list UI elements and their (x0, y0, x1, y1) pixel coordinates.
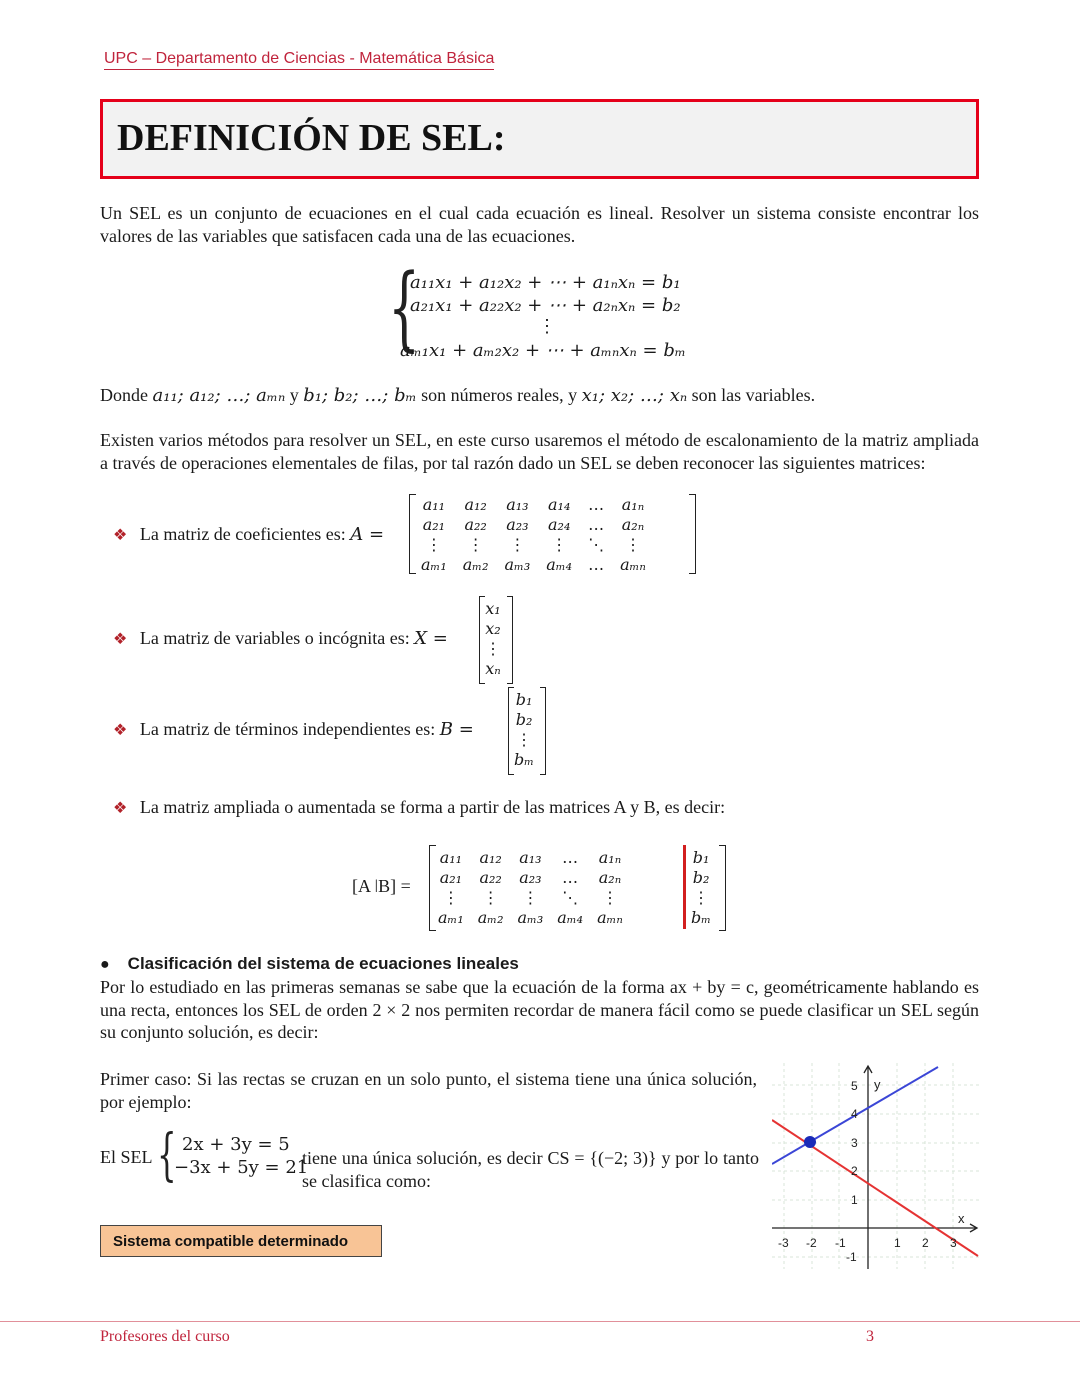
matrix-row (413, 554, 654, 574)
page-number: 3 (866, 1328, 874, 1345)
matrix-row (481, 638, 505, 658)
bullet-coef-symbol: A = (350, 524, 385, 545)
matrix-cell: x₁ (485, 598, 501, 618)
matrix-cell: a₂₄ (547, 514, 571, 534)
y-tick-label: 4 (851, 1107, 858, 1121)
matrix-cell: ⋮ (693, 887, 710, 907)
matrix-cell: aₘₙ (597, 907, 623, 927)
y-tick-label: 3 (851, 1136, 858, 1150)
matrix-cell: xₙ (485, 658, 501, 678)
matrix-cell: ⋮ (467, 534, 484, 554)
matrix-x-table (481, 598, 505, 678)
matrix-cell: bₘ (514, 749, 535, 769)
case1-after-text: tiene una única solución, es decir CS = {(−2; 3)} y por lo tanto se clasifica como: (302, 1148, 759, 1191)
matrix-a-table (413, 494, 654, 574)
donde-suffix: son las variables. (691, 385, 816, 405)
matrix-cell: aₘ₄ (546, 554, 573, 574)
matrix-b-table (510, 689, 538, 769)
footer-left: Profesores del curso (100, 1328, 230, 1345)
donde-line (100, 384, 980, 408)
matrix-cell: ⋮ (624, 534, 641, 554)
matrix-cell: ⋮ (522, 887, 539, 907)
bullet-vars-symbol: X = (414, 628, 448, 649)
page-title: DEFINICIÓN DE SEL: (117, 117, 506, 159)
aug-right-table (687, 847, 715, 927)
matrix-cell: aₘ₂ (462, 554, 489, 574)
matrix-row (431, 887, 630, 907)
classification-badge (100, 1225, 382, 1257)
title-box (100, 99, 979, 179)
bullet-aug (113, 797, 725, 818)
matrix-cell: b₂ (692, 867, 710, 887)
matrix-cell: … (562, 867, 579, 887)
y-tick-label: 5 (851, 1079, 858, 1093)
y-tick-label: -1 (846, 1250, 857, 1264)
matrix-cell: aₘ₁ (421, 554, 447, 574)
matrix-row (481, 598, 505, 618)
sel-label: El SEL (100, 1147, 153, 1167)
matrix-cell: ⋮ (482, 887, 499, 907)
matrix-row (510, 689, 538, 709)
case1-text: Primer caso: Si las rectas se cruzan en un solo punto, el sistema tiene una única solución, por ejemplo: (100, 1069, 757, 1112)
bullet-coef-label: La matriz de coeficientes es: (139, 524, 346, 544)
matrix-cell: aₘ₂ (477, 907, 504, 927)
badge-label: Sistema compatible determinado (113, 1233, 349, 1250)
matrix-cell: aₘ₃ (504, 554, 531, 574)
matrix-cell: aₘ₁ (438, 907, 464, 927)
matrix-cell: a₂₃ (506, 514, 529, 534)
diamond-bullet-icon: ❖ (113, 722, 128, 739)
y-axis-label: y (874, 1077, 881, 1092)
bullet-indep (113, 719, 474, 740)
sel-eq1: 2x + 3y = 5 (182, 1134, 290, 1155)
matrix-row (510, 709, 538, 729)
matrix-cell: ⋮ (425, 534, 442, 554)
matrix-cell: a₁₃ (506, 494, 529, 514)
matrix-row (431, 847, 630, 867)
page-header: UPC – Departamento de Ciencias - Matemática Básica (104, 50, 494, 70)
matrix-row (413, 534, 654, 554)
x-tick-label: -2 (806, 1236, 817, 1250)
graph-grid (772, 1063, 980, 1269)
footer-rule (0, 1321, 1080, 1322)
matrix-cell: x₂ (485, 618, 501, 638)
matrix-cell: a₁₃ (519, 847, 542, 867)
matrix-cell: a₂₂ (479, 867, 502, 887)
matrix-row (431, 907, 630, 927)
matrix-cell: a₂₃ (519, 867, 542, 887)
matrix-cell: bₘ (691, 907, 712, 927)
bullet-coef (113, 524, 384, 545)
sel-brace: { (157, 1123, 177, 1188)
matrix-cell: a₁₂ (464, 494, 487, 514)
donde-coeffs: a₁₁; a₁₂; …; aₘₙ (152, 385, 286, 406)
aug-separator (683, 845, 686, 929)
y-tick-label: 2 (851, 1164, 858, 1178)
intersection-graph (772, 1063, 980, 1269)
bullet-dot-icon: ● (100, 956, 110, 973)
matrix-cell: aₘ₃ (517, 907, 544, 927)
augmented-label: [A ǀB] = (352, 876, 411, 896)
bullet-vars (113, 628, 448, 649)
matrix-a-right-bracket (689, 494, 696, 574)
matrix-row (687, 887, 715, 907)
matrix-cell: a₂ₙ (598, 867, 622, 887)
diamond-bullet-icon: ❖ (113, 800, 128, 817)
x-axis-label: x (958, 1211, 965, 1226)
system-row-4: aₘ₁x₁ + aₘ₂x₂ + ⋯ + aₘₙxₙ = bₘ (400, 340, 686, 361)
matrix-cell: aₘₙ (620, 554, 646, 574)
matrix-row (413, 514, 654, 534)
bullet-vars-label: La matriz de variables o incógnita es: (139, 628, 410, 648)
case1-after (302, 1147, 759, 1192)
bullet-indep-label: La matriz de términos independientes es: (139, 719, 436, 739)
matrix-cell: a₁ₙ (598, 847, 622, 867)
left-brace: { (388, 254, 421, 361)
matrix-cell: a₁₄ (547, 494, 571, 514)
matrix-cell: a₁ₙ (621, 494, 645, 514)
x-tick-label: 3 (950, 1236, 957, 1250)
matrix-row (687, 847, 715, 867)
intro-paragraph: Un SEL es un conjunto de ecuaciones en el cual cada ecuación es lineal. Resolver un sistema consiste encontrar los valores de las variables que satisfacen cada una de las ecuaciones. (100, 203, 979, 246)
bullet-indep-symbol: B = (439, 719, 474, 740)
matrix-row (481, 618, 505, 638)
matrix-cell: b₁ (692, 847, 710, 867)
classification-text: Por lo estudiado en las primeras semanas se sabe que la ecuación de la forma ax + by = c, geométricamente hablando es una recta, entonces los SEL de orden 2 × 2 nos permiten recordar de manera fácil como se puede clasificar un SEL según su conjunto solución, es decir: (100, 977, 979, 1042)
matrix-cell: … (588, 514, 605, 534)
matrix-cell: a₂₁ (422, 514, 446, 534)
diamond-bullet-icon: ❖ (113, 527, 128, 544)
matrix-x-right-bracket (507, 596, 513, 684)
x-tick-label: -3 (778, 1236, 789, 1250)
matrix-cell: ⋱ (562, 887, 579, 907)
matrix-cell: ⋮ (442, 887, 459, 907)
matrix-cell: aₘ₄ (557, 907, 584, 927)
matrix-cell: a₁₁ (439, 847, 463, 867)
matrix-row (413, 494, 654, 514)
donde-mid: son números reales, y (421, 385, 578, 405)
intersection-point (804, 1136, 816, 1148)
matrix-row (431, 867, 630, 887)
matrix-cell: ⋮ (509, 534, 526, 554)
aug-left-table (431, 847, 630, 927)
donde-xs: x₁; x₂; …; xₙ (581, 385, 688, 406)
matrix-cell: a₂₁ (439, 867, 463, 887)
matrix-cell: a₁₁ (422, 494, 446, 514)
system-row-3: ⋮ (538, 316, 556, 337)
matrix-row (510, 749, 538, 769)
aug-right-bracket (719, 845, 726, 931)
diamond-bullet-icon: ❖ (113, 631, 128, 648)
matrix-cell: b₂ (515, 709, 533, 729)
donde-y: y (289, 385, 299, 405)
matrix-cell: ⋮ (551, 534, 568, 554)
donde-prefix: Donde (100, 385, 148, 405)
matrix-cell: a₂₂ (464, 514, 487, 534)
matrix-cell: a₂ₙ (621, 514, 645, 534)
matrix-cell: b₁ (515, 689, 533, 709)
y-tick-label: 1 (851, 1193, 858, 1207)
matrix-cell: ⋱ (588, 534, 605, 554)
matrix-cell: ⋮ (516, 729, 533, 749)
x-tick-label: 2 (922, 1236, 929, 1250)
classification-heading-row (100, 954, 519, 974)
matrix-row (687, 907, 715, 927)
matrix-b-right-bracket (540, 687, 546, 775)
matrix-row (510, 729, 538, 749)
donde-bs: b₁; b₂; …; bₘ (303, 385, 417, 406)
system-row-1: a₁₁x₁ + a₁₂x₂ + ⋯ + a₁ₙxₙ = b₁ (410, 272, 681, 293)
matrix-cell: a₁₂ (479, 847, 502, 867)
bullet-aug-label: La matriz ampliada o aumentada se forma a partir de las matrices A y B, es decir: (139, 797, 726, 817)
line-2x-3y-5 (772, 1120, 978, 1256)
matrix-cell: … (562, 847, 579, 867)
methods-paragraph: Existen varios métodos para resolver un SEL, en este curso usaremos el método de escalonamiento de la matriz ampliada a través de operaciones elementales de filas, por tal razón dado un SEL se deben reconocer las siguientes matrices: (100, 430, 979, 473)
matrix-cell: ⋮ (601, 887, 618, 907)
classification-heading: Clasificación del sistema de ecuaciones lineales (127, 954, 519, 973)
matrix-cell: … (588, 494, 605, 514)
matrix-row (687, 867, 715, 887)
x-tick-label: 1 (894, 1236, 901, 1250)
matrix-cell: … (588, 554, 605, 574)
x-tick-label: -1 (835, 1236, 846, 1250)
system-row-2: a₂₁x₁ + a₂₂x₂ + ⋯ + a₂ₙxₙ = b₂ (410, 295, 681, 316)
matrix-cell: ⋮ (485, 638, 501, 658)
matrix-row (481, 658, 505, 678)
sel-eq2: −3x + 5y = 21 (174, 1157, 309, 1178)
